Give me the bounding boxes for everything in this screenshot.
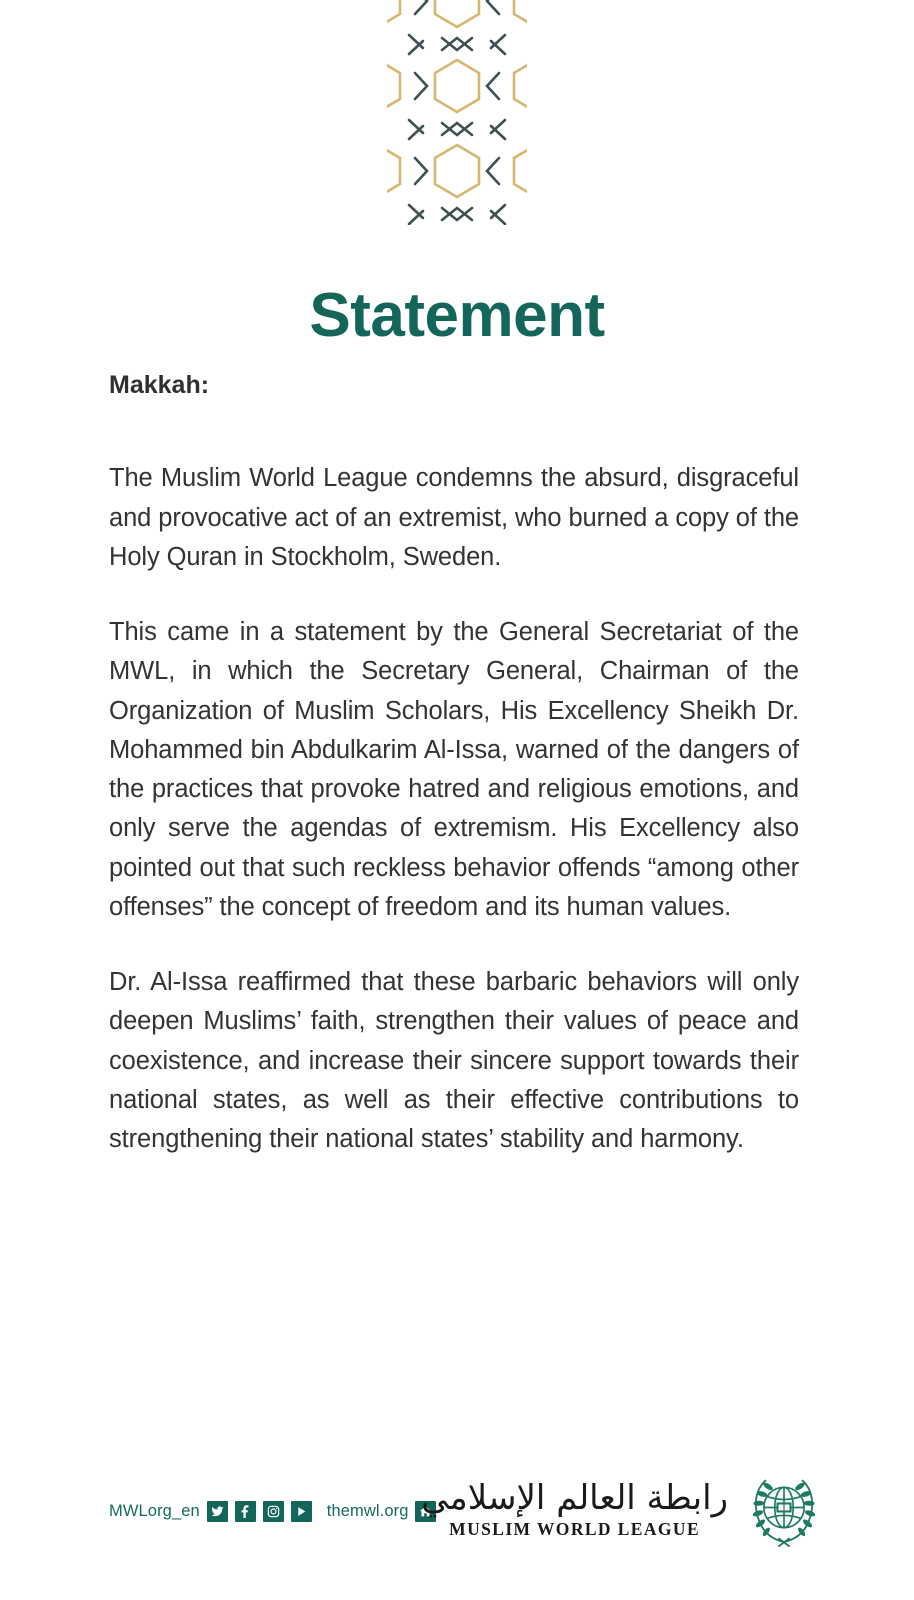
instagram-icon[interactable] — [263, 1501, 284, 1522]
page-title: Statement — [309, 280, 605, 350]
facebook-icon[interactable] — [235, 1501, 256, 1522]
social-handle-text: MWLorg_en — [109, 1502, 200, 1520]
youtube-icon[interactable] — [291, 1501, 312, 1522]
globe-laurel-emblem-icon — [742, 1468, 826, 1552]
social-media-bar — [109, 1501, 436, 1522]
twitter-icon[interactable] — [207, 1501, 228, 1522]
mwl-logo — [421, 1468, 826, 1552]
website-text[interactable]: themwl.org — [326, 1502, 409, 1520]
statement-body — [109, 370, 799, 1160]
mwl-arabic-name: رابطة العالم الإسلامي — [421, 1477, 728, 1518]
footer — [0, 1450, 914, 1600]
mwl-latin-name: MUSLIM WORLD LEAGUE — [449, 1519, 701, 1540]
islamic-geometric-pattern-icon — [387, 0, 527, 225]
header-ornament-band — [0, 0, 914, 225]
statement-dateline: Makkah: — [109, 371, 210, 399]
statement-paragraph-2: This came in a statement by the General Secretariat of the MWL, in which the Secretary General, Chairman of the Organization of Muslim Scholars, His Excellency Sheikh Dr. Mohammed bin Abdulkarim Al-Issa, warned of the dangers of the practices that provoke hatred and religious emotions, and only serve the agendas of extremism. His Excellency also pointed out that such reckless behavior offends “among other offenses” the concept of freedom and its human values. — [109, 618, 799, 921]
mwl-wordmark — [421, 1477, 728, 1541]
statement-paragraph-1: The Muslim World League condemns the absurd, disgraceful and provocative act of an extremist, who burned a copy of the Holy Quran in Stockholm, Sweden. — [109, 464, 799, 571]
statement-paragraph-3: Dr. Al-Issa reaffirmed that these barbaric behaviors will only deepen Muslims’ faith, strengthen their values of peace and coexistence, and increase their sincere support towards their national states, as well as their effective contributions to strengthening their national states’ stability and harmony. — [109, 968, 799, 1154]
